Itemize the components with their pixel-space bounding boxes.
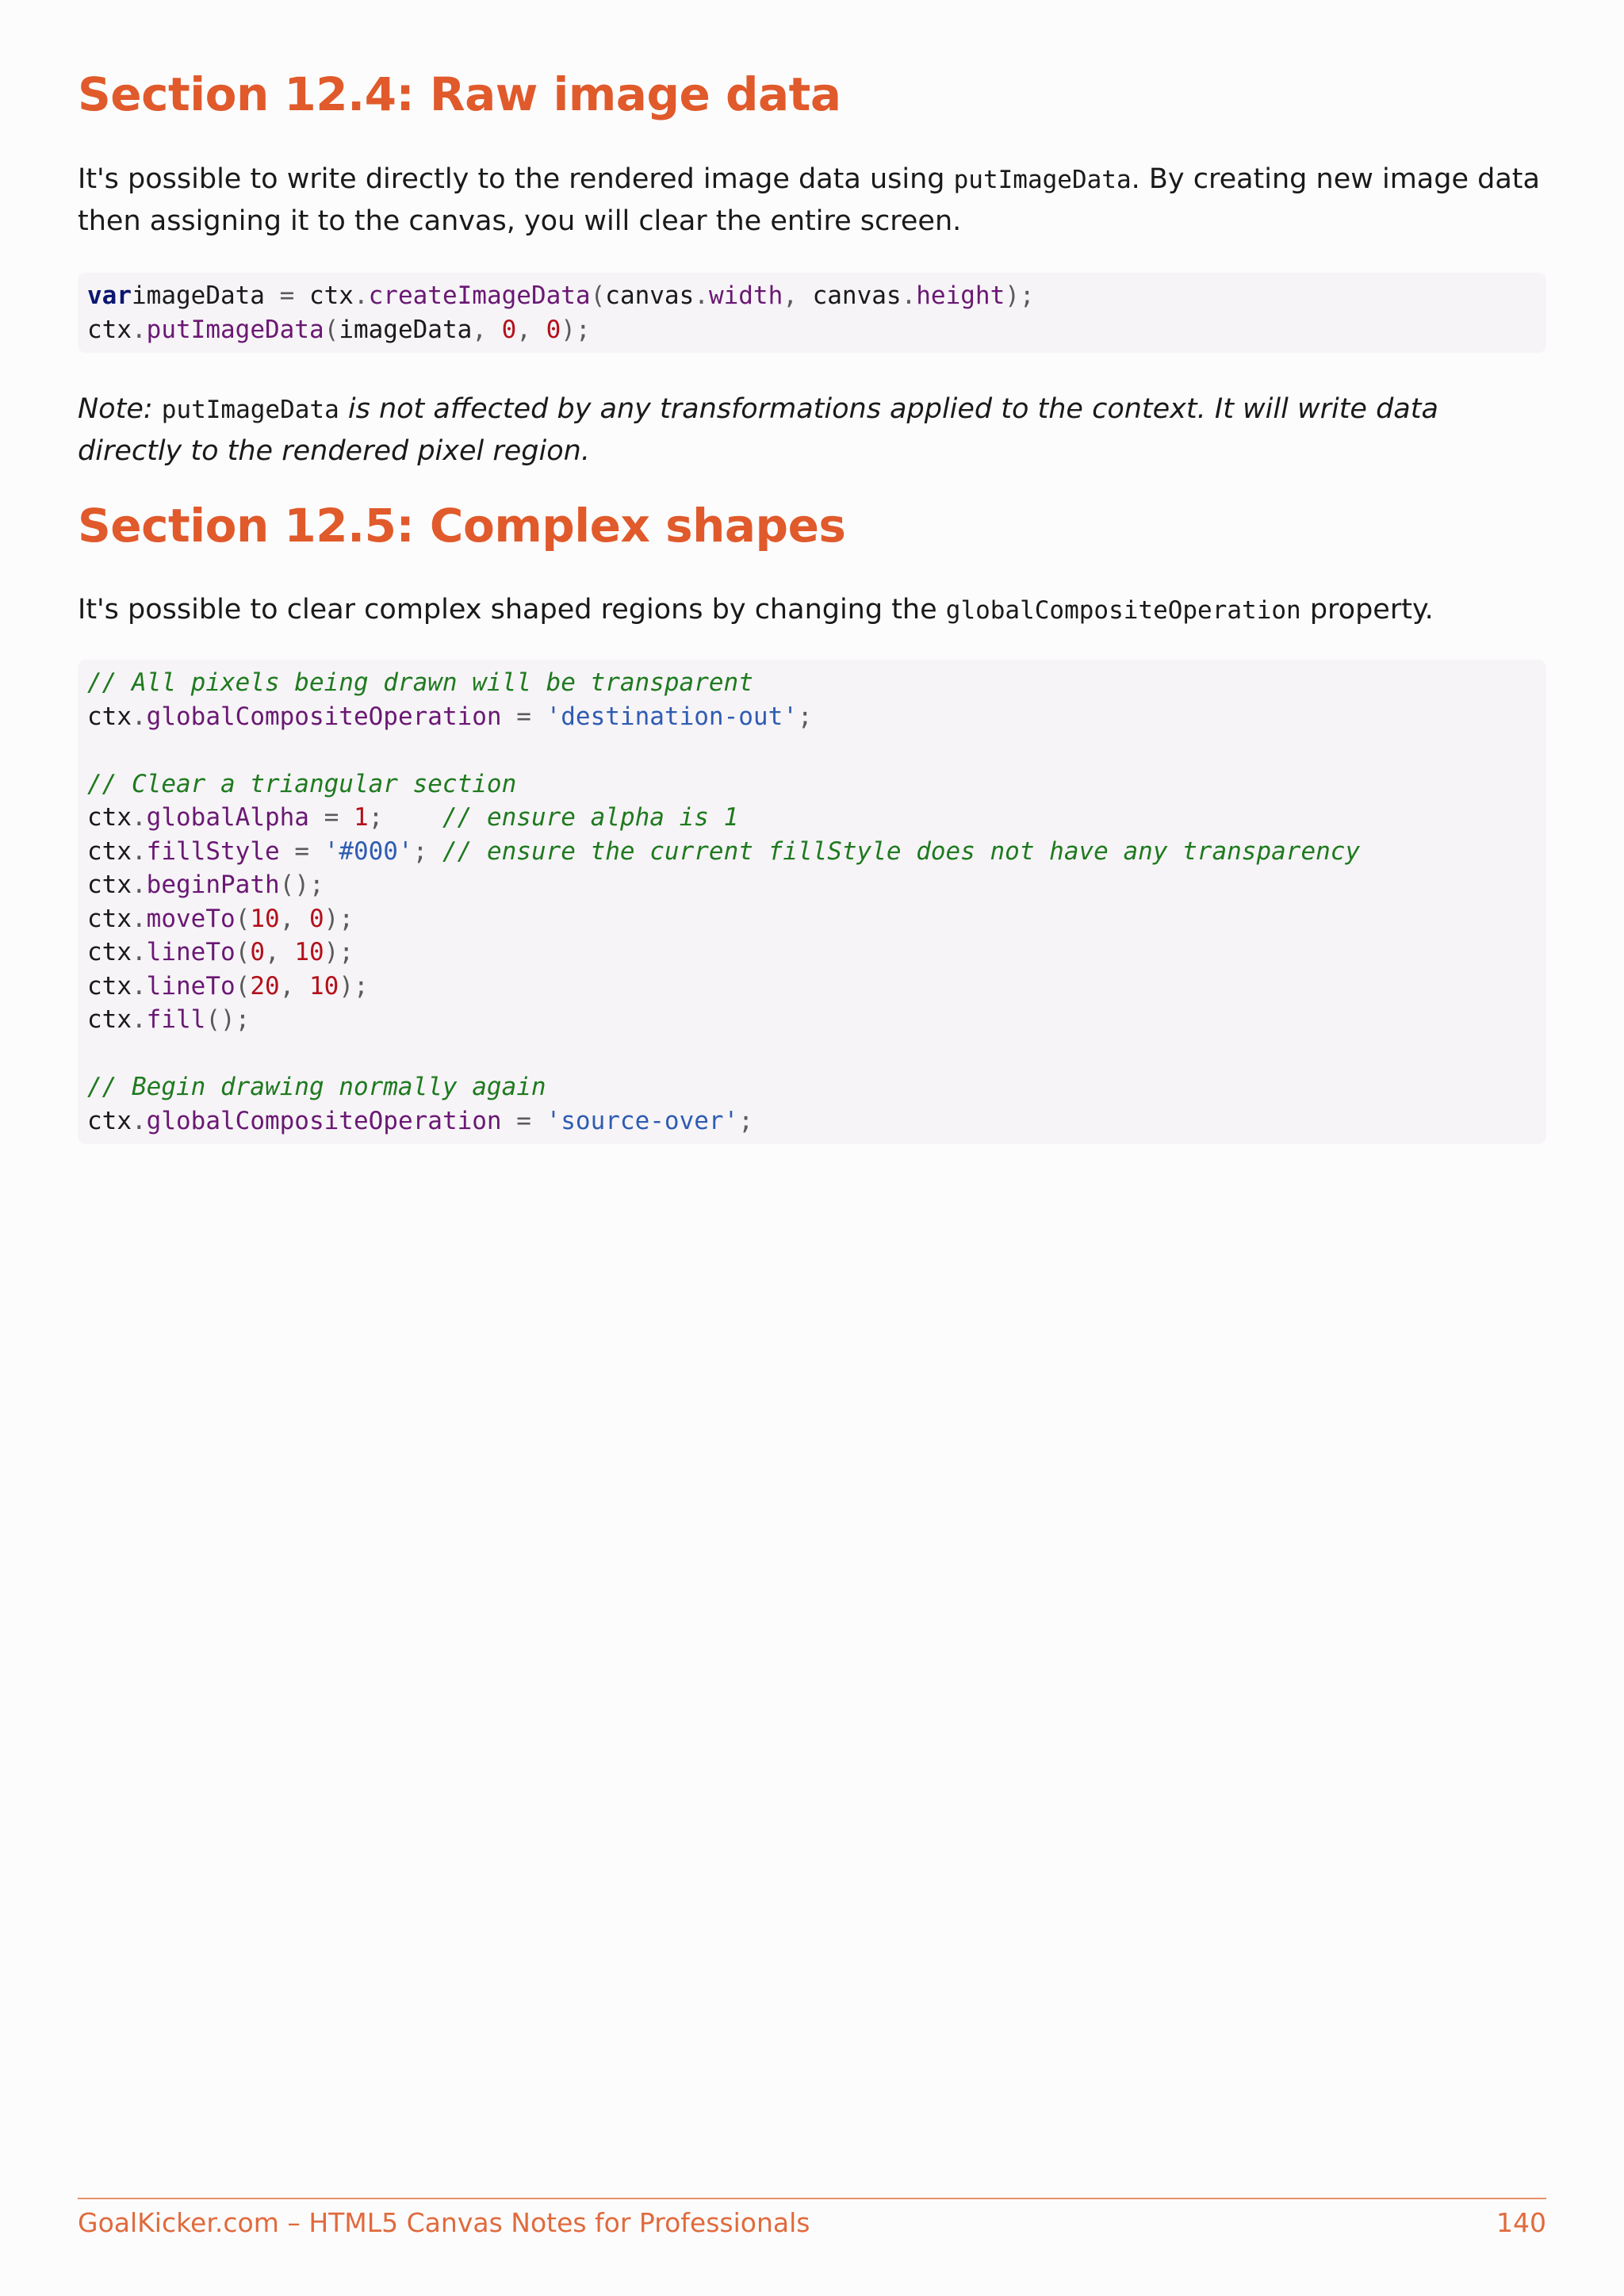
section-title-raw-image-data: Section 12.4: Raw image data [78,67,841,121]
code-token: . [132,803,147,832]
code-token: ); [324,938,354,966]
code-token: // Begin drawing normally again [87,1073,546,1101]
code-token: 1 [353,803,369,832]
code-token: // Clear a triangular section [87,769,517,798]
code-token: 0 [501,315,517,344]
code-line [87,1070,1537,1104]
code-token: height [916,281,1005,310]
code-token: // ensure alpha is 1 [442,803,739,832]
code-token: ); [324,904,354,933]
code-token: '#000' [324,836,413,866]
paragraph-text: It's possible to write directly to the rendered image data using [78,163,954,195]
code-token: 'destination-out' [546,702,798,731]
code-token: ( [235,938,251,966]
code-block-raw-image-data [78,273,1546,353]
code-token: globalCompositeOperation [146,1106,502,1135]
code-token: fill [146,1005,206,1034]
code-token: ); [1005,281,1035,310]
code-token: ctx [87,1005,132,1034]
code-token: . [132,315,147,344]
code-token: = [279,836,324,866]
code-line [87,1037,1537,1071]
code-token: canvas [812,281,902,310]
code-token: 10 [250,904,280,933]
code-token: (); [279,871,324,899]
code-token: 0 [546,315,561,344]
code-line [87,666,1537,700]
page-footer [78,2198,1546,2238]
code-token: , [516,315,546,344]
code-token: (); [205,1005,251,1034]
code-token: = [501,1106,546,1135]
code-token: . [132,971,147,1001]
code-token: ( [590,281,606,310]
code-token: ); [339,971,369,1001]
code-token: moveTo [146,904,236,933]
code-token: // All pixels being drawn will be transparent [87,668,753,697]
code-token: . [353,281,369,310]
code-token: imageData [132,281,280,310]
code-token: ( [324,315,339,344]
code-token: ctx [87,1106,132,1135]
code-token: createImageData [368,281,591,310]
code-token: . [694,281,709,310]
code-line [87,1003,1537,1037]
code-line [87,767,1537,802]
code-token: ctx [87,971,132,1001]
code-line [87,902,1537,936]
code-line [87,313,1537,347]
code-line [87,279,1537,313]
inline-code: putImageData [953,166,1132,194]
code-token: 0 [308,904,324,933]
code-line [87,970,1537,1004]
code-token: ; [368,803,442,832]
code-line [87,733,1537,767]
note-text: is not affected by any transformations applied to the context. It will write data directly to the rendered pixel region. [78,393,1438,467]
section-title-complex-shapes: Section 12.5: Complex shapes [78,499,846,553]
code-token: ctx [87,938,132,966]
inline-code: putImageData [161,396,339,424]
code-token: ( [235,904,251,933]
code-token: . [132,1106,147,1135]
code-token: = [308,803,354,832]
paragraph-text: It's possible to clear complex shaped regions by changing the [78,594,946,626]
code-token: 10 [308,971,339,1001]
code-token: ctx [87,315,132,344]
code-token: // ensure the current fillStyle does not have any transparency [442,836,1361,866]
code-token: 10 [294,938,324,966]
code-token: . [132,1005,147,1034]
code-token: 0 [250,938,265,966]
code-token: beginPath [146,871,280,899]
code-line [87,835,1537,869]
code-token: fillStyle [146,836,280,866]
code-token: canvas [605,281,695,310]
code-token: ctx [87,836,132,866]
code-token: ctx [308,281,354,310]
code-token: . [901,281,917,310]
code-token: ; [738,1106,753,1135]
code-token: , [279,971,309,1001]
code-token: . [132,871,147,899]
paragraph-text: . By creating new image data then assigning it to the canvas, you will clear the entire screen. [78,163,1540,237]
code-token: ); [561,315,591,344]
code-token: 20 [250,971,280,1001]
code-token: . [132,702,147,731]
code-token: . [132,904,147,933]
code-token: ctx [87,702,132,731]
code-token: width [708,281,783,310]
code-token: , [783,281,813,310]
code-token: 'source-over' [546,1106,739,1135]
code-token: . [132,938,147,966]
code-token: ctx [87,904,132,933]
code-token: ctx [87,803,132,832]
code-token: = [501,702,546,731]
code-token: , [472,315,502,344]
code-line [87,801,1537,835]
section-intro-paragraph [78,159,1546,242]
code-token: putImageData [146,315,324,344]
code-token: . [132,836,147,866]
code-token: imageData [339,315,473,344]
code-token: lineTo [146,971,236,1001]
footer-link[interactable]: GoalKicker.com – HTML5 Canvas Notes for Professionals [78,2207,810,2238]
note-paragraph [78,388,1546,472]
page-number: 140 [1496,2207,1546,2238]
section-intro-paragraph [78,589,1546,631]
code-token: , [279,904,309,933]
code-token: ( [235,971,251,1001]
code-token: ; [797,702,813,731]
code-token: lineTo [146,938,236,966]
code-token: , [265,938,295,966]
code-token: ctx [87,871,132,899]
code-token: globalAlpha [146,803,309,832]
code-token: = [279,281,309,310]
code-token: globalCompositeOperation [146,702,502,731]
paragraph-text: property. [1300,594,1434,626]
inline-code: globalCompositeOperation [945,596,1301,625]
code-token: var [87,281,132,310]
code-line [87,868,1537,902]
code-line [87,936,1537,970]
code-line [87,700,1537,734]
code-token: ; [412,836,442,866]
note-label: Note: [78,393,162,425]
code-block-complex-shapes [78,660,1546,1144]
code-line [87,1104,1537,1138]
